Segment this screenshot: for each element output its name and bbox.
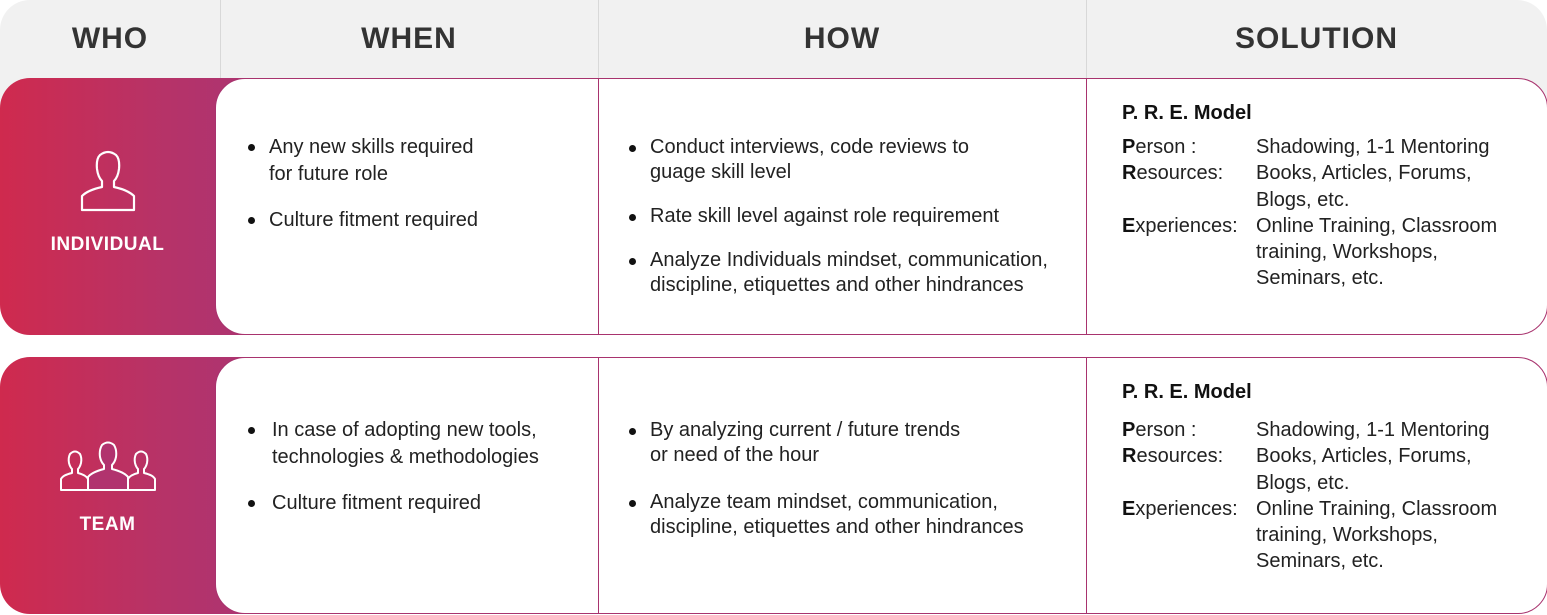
list-item: By analyzing current / future trends or need of the hour (629, 418, 1079, 468)
who-label: TEAM (79, 514, 136, 535)
solution-row: Experiences: Online Training, Classroom training, Workshops, Seminars, etc. (1122, 497, 1498, 573)
row-individual (0, 78, 1547, 335)
when-list (248, 134, 588, 253)
who-cell (0, 78, 215, 335)
list-item: Culture fitment required (248, 490, 593, 517)
column-divider (598, 357, 599, 614)
column-divider (1086, 357, 1087, 614)
column-divider (1086, 78, 1087, 335)
list-item: Culture fitment required (248, 207, 588, 234)
how-list (629, 418, 1079, 559)
when-list (248, 417, 593, 536)
row-team (0, 357, 1547, 614)
list-item: Analyze team mindset, communication, discipline, etiquettes and other hindrances (629, 490, 1079, 540)
who-label: INDIVIDUAL (50, 234, 165, 255)
solution-row: Person : Shadowing, 1-1 Mentoring (1122, 136, 1490, 158)
list-item: Any new skills required for future role (248, 134, 588, 188)
solution-title: P. R. E. Model (1122, 102, 1252, 124)
list-item: Conduct interviews, code reviews to guage skill level (629, 135, 1079, 185)
solution-row: Resources: Books, Articles, Forums, Blogs, etc. (1122, 445, 1472, 494)
column-divider (598, 78, 599, 335)
header-how: HOW (803, 22, 881, 55)
header-solution: SOLUTION (1235, 22, 1398, 55)
how-list (629, 135, 1079, 317)
solution-title: P. R. E. Model (1122, 381, 1252, 403)
solution-block (1122, 381, 1516, 575)
list-item: Analyze Individuals mindset, communication, discipline, etiquettes and other hindrances (629, 248, 1079, 298)
who-cell (0, 357, 215, 614)
solution-row: Experiences: Online Training, Classroom training, Workshops, Seminars, etc. (1122, 214, 1498, 290)
solution-row: Resources: Books, Articles, Forums, Blogs, etc. (1122, 162, 1472, 211)
solution-block (1122, 102, 1516, 292)
list-item: Rate skill level against role requirement (629, 204, 1079, 229)
header-who: WHO (71, 22, 149, 55)
header-when: WHEN (361, 22, 457, 55)
solution-row: Person : Shadowing, 1-1 Mentoring (1122, 419, 1490, 441)
list-item: In case of adopting new tools, technologies & methodologies (248, 417, 593, 471)
person-icon (0, 150, 215, 212)
team-icon (0, 441, 215, 493)
